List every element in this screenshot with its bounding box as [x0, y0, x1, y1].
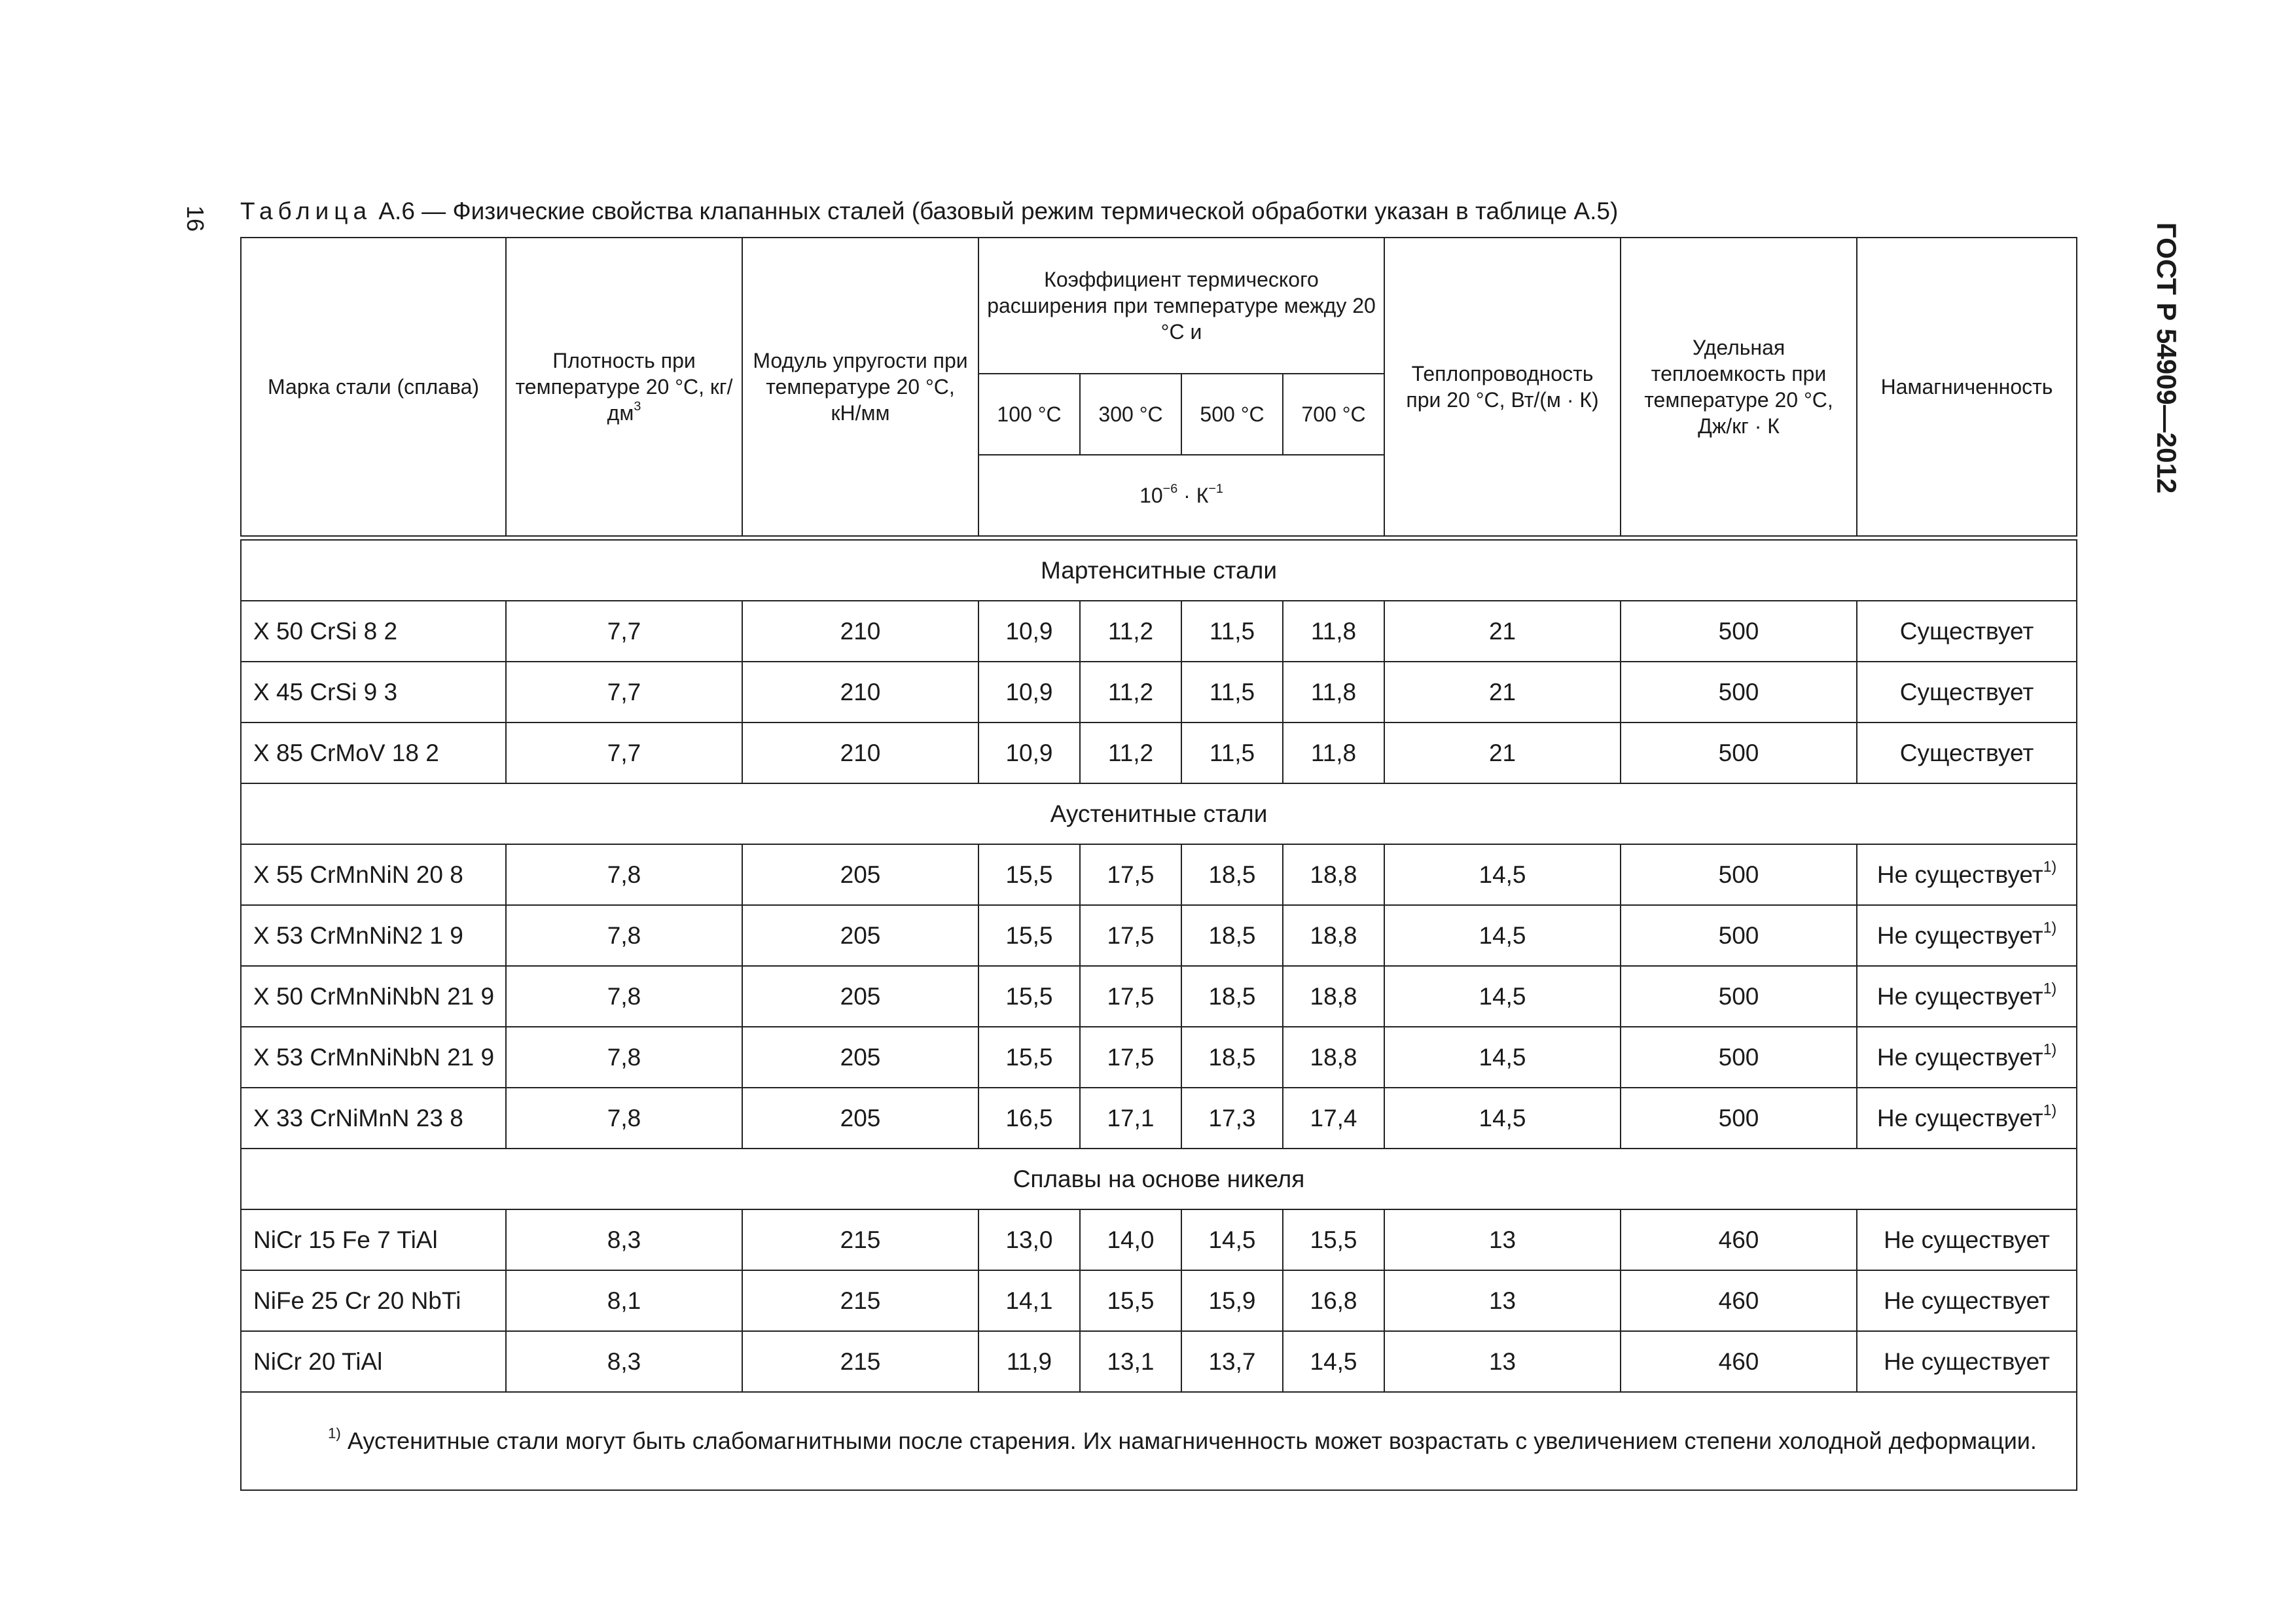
- cell-modulus: 210: [742, 722, 978, 783]
- cell-e700: 11,8: [1283, 662, 1384, 722]
- table-row: [241, 662, 2077, 722]
- magnetization-text: Не существует: [1876, 1043, 2043, 1071]
- cell-heat-capacity: 500: [1621, 1088, 1857, 1149]
- cell-conductivity: 14,5: [1384, 844, 1621, 905]
- cell-e500: 15,9: [1181, 1270, 1283, 1331]
- cell-e500: 18,5: [1181, 966, 1283, 1027]
- cell-modulus: 205: [742, 844, 978, 905]
- cell-e700: 14,5: [1283, 1331, 1384, 1392]
- cell-e100: 14,1: [978, 1270, 1080, 1331]
- table-row: [241, 1270, 2077, 1331]
- cell-magnetization: [1857, 662, 2077, 722]
- cell-grade: X 50 CrSi 8 2: [241, 601, 506, 662]
- cell-e300: 17,5: [1080, 1027, 1181, 1088]
- unit-base: 10: [1139, 484, 1163, 507]
- cell-magnetization: [1857, 1088, 2077, 1149]
- cell-grade: X 53 CrMnNiN2 1 9: [241, 905, 506, 966]
- group-title: Сплавы на основе никеля: [241, 1149, 2077, 1209]
- cell-e100: 16,5: [978, 1088, 1080, 1149]
- cell-grade: X 53 CrMnNiNbN 21 9: [241, 1027, 506, 1088]
- cell-e300: 13,1: [1080, 1331, 1181, 1392]
- header-t500: 500 °С: [1181, 374, 1283, 455]
- header-modulus: Модуль упругости при температуре 20 °С, кН/мм: [742, 238, 978, 536]
- cell-grade: NiCr 20 TiAl: [241, 1331, 506, 1392]
- cell-e300: 15,5: [1080, 1270, 1181, 1331]
- cell-e100: 15,5: [978, 966, 1080, 1027]
- cell-conductivity: 13: [1384, 1270, 1621, 1331]
- cell-e500: 18,5: [1181, 844, 1283, 905]
- cell-e700: 17,4: [1283, 1088, 1384, 1149]
- page-number: 16: [182, 205, 209, 232]
- cell-e100: 15,5: [978, 1027, 1080, 1088]
- cell-e700: 18,8: [1283, 1027, 1384, 1088]
- unit-mid: · К: [1177, 484, 1209, 507]
- cell-e700: 18,8: [1283, 844, 1384, 905]
- cell-magnetization: [1857, 1270, 2077, 1331]
- cell-e700: 11,8: [1283, 722, 1384, 783]
- cell-heat-capacity: 460: [1621, 1270, 1857, 1331]
- unit-exp2: −1: [1208, 482, 1223, 497]
- cell-modulus: 205: [742, 905, 978, 966]
- cell-grade: NiFe 25 Cr 20 NbTi: [241, 1270, 506, 1331]
- cell-e500: 14,5: [1181, 1209, 1283, 1270]
- cell-magnetization: [1857, 1331, 2077, 1392]
- cell-conductivity: 13: [1384, 1331, 1621, 1392]
- group-title: Аустенитные стали: [241, 783, 2077, 844]
- table-row: [241, 905, 2077, 966]
- cell-e100: 11,9: [978, 1331, 1080, 1392]
- cell-e500: 18,5: [1181, 905, 1283, 966]
- cell-density: 7,8: [506, 1088, 742, 1149]
- cell-modulus: 205: [742, 1088, 978, 1149]
- cell-heat-capacity: 500: [1621, 662, 1857, 722]
- table-row: [241, 1088, 2077, 1149]
- footnote-ref: 1): [2043, 979, 2057, 997]
- cell-e300: 17,5: [1080, 844, 1181, 905]
- cell-modulus: 215: [742, 1209, 978, 1270]
- header-conductivity: Теплопроводность при 20 °С, Вт/(м · К): [1384, 238, 1621, 536]
- cell-heat-capacity: 500: [1621, 905, 1857, 966]
- cell-e300: 14,0: [1080, 1209, 1181, 1270]
- table-row: [241, 1209, 2077, 1270]
- cell-e300: 11,2: [1080, 601, 1181, 662]
- header-expansion-unit: [978, 455, 1384, 536]
- cell-density: 8,3: [506, 1209, 742, 1270]
- cell-modulus: 215: [742, 1331, 978, 1392]
- cell-heat-capacity: 500: [1621, 1027, 1857, 1088]
- cell-e700: 18,8: [1283, 905, 1384, 966]
- cell-magnetization: [1857, 844, 2077, 905]
- table-row: [241, 966, 2077, 1027]
- cell-heat-capacity: 500: [1621, 601, 1857, 662]
- magnetization-text: Не существует: [1884, 1287, 2050, 1314]
- cell-modulus: 205: [742, 966, 978, 1027]
- cell-magnetization: [1857, 601, 2077, 662]
- magnetization-text: Не существует: [1876, 982, 2043, 1010]
- footnote-ref: 1): [2043, 1040, 2057, 1058]
- cell-conductivity: 13: [1384, 1209, 1621, 1270]
- cell-modulus: 205: [742, 1027, 978, 1088]
- cell-magnetization: [1857, 966, 2077, 1027]
- standard-code: ГОСТ Р 54909—2012: [2151, 222, 2182, 494]
- cell-heat-capacity: 500: [1621, 722, 1857, 783]
- table-row: [241, 1331, 2077, 1392]
- cell-density: 7,7: [506, 662, 742, 722]
- cell-e700: 11,8: [1283, 601, 1384, 662]
- table-body: [241, 540, 2077, 1490]
- footnote-body: [257, 1425, 2060, 1457]
- footnote-text: Аустенитные стали могут быть слабомагнитными после старения. Их намагниченность может возрастать с увеличением степени холодной деформации.: [340, 1427, 2037, 1454]
- table-footnote: [241, 1392, 2077, 1490]
- cell-e300: 17,5: [1080, 905, 1181, 966]
- cell-grade: X 50 CrMnNiNbN 21 9: [241, 966, 506, 1027]
- footnote-ref: 1): [2043, 918, 2057, 936]
- cell-e300: 11,2: [1080, 662, 1181, 722]
- group-title: Мартенситные стали: [241, 540, 2077, 601]
- header-t300: 300 °С: [1080, 374, 1181, 455]
- cell-e500: 13,7: [1181, 1331, 1283, 1392]
- cell-e100: 10,9: [978, 722, 1080, 783]
- header-density-text: Плотность при температуре 20 °С, кг/дм: [515, 349, 733, 425]
- caption-label: Таблица: [240, 198, 372, 224]
- cell-conductivity: 14,5: [1384, 966, 1621, 1027]
- cell-modulus: 210: [742, 662, 978, 722]
- cell-conductivity: 21: [1384, 722, 1621, 783]
- header-density-sup: 3: [634, 399, 641, 414]
- cell-e100: 10,9: [978, 601, 1080, 662]
- footnote-ref: 1): [2043, 1101, 2057, 1118]
- cell-modulus: 215: [742, 1270, 978, 1331]
- cell-modulus: 210: [742, 601, 978, 662]
- cell-e500: 11,5: [1181, 662, 1283, 722]
- cell-grade: X 55 CrMnNiN 20 8: [241, 844, 506, 905]
- cell-density: 8,1: [506, 1270, 742, 1331]
- cell-grade: NiCr 15 Fe 7 TiAl: [241, 1209, 506, 1270]
- cell-conductivity: 14,5: [1384, 1088, 1621, 1149]
- cell-conductivity: 21: [1384, 662, 1621, 722]
- cell-density: 7,8: [506, 1027, 742, 1088]
- cell-conductivity: 14,5: [1384, 905, 1621, 966]
- header-grade: Марка стали (сплава): [241, 238, 506, 536]
- cell-grade: X 33 CrNiMnN 23 8: [241, 1088, 506, 1149]
- header-t100: 100 °С: [978, 374, 1080, 455]
- cell-e100: 10,9: [978, 662, 1080, 722]
- cell-e500: 11,5: [1181, 722, 1283, 783]
- header-t700: 700 °С: [1283, 374, 1384, 455]
- cell-e300: 11,2: [1080, 722, 1181, 783]
- table-row: [241, 1027, 2077, 1088]
- magnetization-text: Не существует: [1884, 1226, 2050, 1253]
- cell-e500: 11,5: [1181, 601, 1283, 662]
- cell-heat-capacity: 460: [1621, 1209, 1857, 1270]
- table-row: [241, 601, 2077, 662]
- physical-properties-table: [240, 237, 2077, 1491]
- magnetization-text: Не существует: [1876, 1104, 2043, 1132]
- cell-heat-capacity: 500: [1621, 844, 1857, 905]
- cell-e100: 15,5: [978, 905, 1080, 966]
- footnote-ref: 1): [2043, 857, 2057, 875]
- cell-grade: X 85 CrMoV 18 2: [241, 722, 506, 783]
- magnetization-text: Не существует: [1884, 1347, 2050, 1375]
- cell-e100: 15,5: [978, 844, 1080, 905]
- cell-e700: 18,8: [1283, 966, 1384, 1027]
- cell-magnetization: [1857, 1027, 2077, 1088]
- table-row: [241, 722, 2077, 783]
- magnetization-text: Существует: [1899, 739, 2034, 766]
- caption-text: А.6 — Физические свойства клапанных сталей (базовый режим термической обработки указан в таблице А.5): [372, 198, 1619, 224]
- header-density: [506, 238, 742, 536]
- footnote-marker: 1): [328, 1425, 341, 1442]
- cell-heat-capacity: 500: [1621, 966, 1857, 1027]
- cell-density: 8,3: [506, 1331, 742, 1392]
- header-expansion: Коэффициент термического расширения при температуре между 20 °С и: [978, 238, 1384, 374]
- cell-e300: 17,1: [1080, 1088, 1181, 1149]
- cell-e100: 13,0: [978, 1209, 1080, 1270]
- cell-density: 7,8: [506, 966, 742, 1027]
- table-caption: [240, 198, 1618, 225]
- cell-heat-capacity: 460: [1621, 1331, 1857, 1392]
- cell-e500: 18,5: [1181, 1027, 1283, 1088]
- cell-density: 7,7: [506, 722, 742, 783]
- magnetization-text: Не существует: [1876, 921, 2043, 949]
- table-row: [241, 844, 2077, 905]
- cell-magnetization: [1857, 905, 2077, 966]
- cell-conductivity: 21: [1384, 601, 1621, 662]
- cell-density: 7,8: [506, 905, 742, 966]
- cell-e300: 17,5: [1080, 966, 1181, 1027]
- cell-magnetization: [1857, 722, 2077, 783]
- unit-exp: −6: [1162, 482, 1178, 497]
- cell-density: 7,8: [506, 844, 742, 905]
- magnetization-text: Не существует: [1876, 861, 2043, 888]
- cell-conductivity: 14,5: [1384, 1027, 1621, 1088]
- cell-e700: 16,8: [1283, 1270, 1384, 1331]
- magnetization-text: Существует: [1899, 678, 2034, 705]
- cell-density: 7,7: [506, 601, 742, 662]
- header-magnetization: Намагниченность: [1857, 238, 2077, 536]
- cell-e700: 15,5: [1283, 1209, 1384, 1270]
- cell-magnetization: [1857, 1209, 2077, 1270]
- cell-grade: X 45 CrSi 9 3: [241, 662, 506, 722]
- header-heat-capacity: Удельная теплоемкость при температуре 20 °С, Дж/кг · К: [1621, 238, 1857, 536]
- cell-e500: 17,3: [1181, 1088, 1283, 1149]
- magnetization-text: Существует: [1899, 617, 2034, 645]
